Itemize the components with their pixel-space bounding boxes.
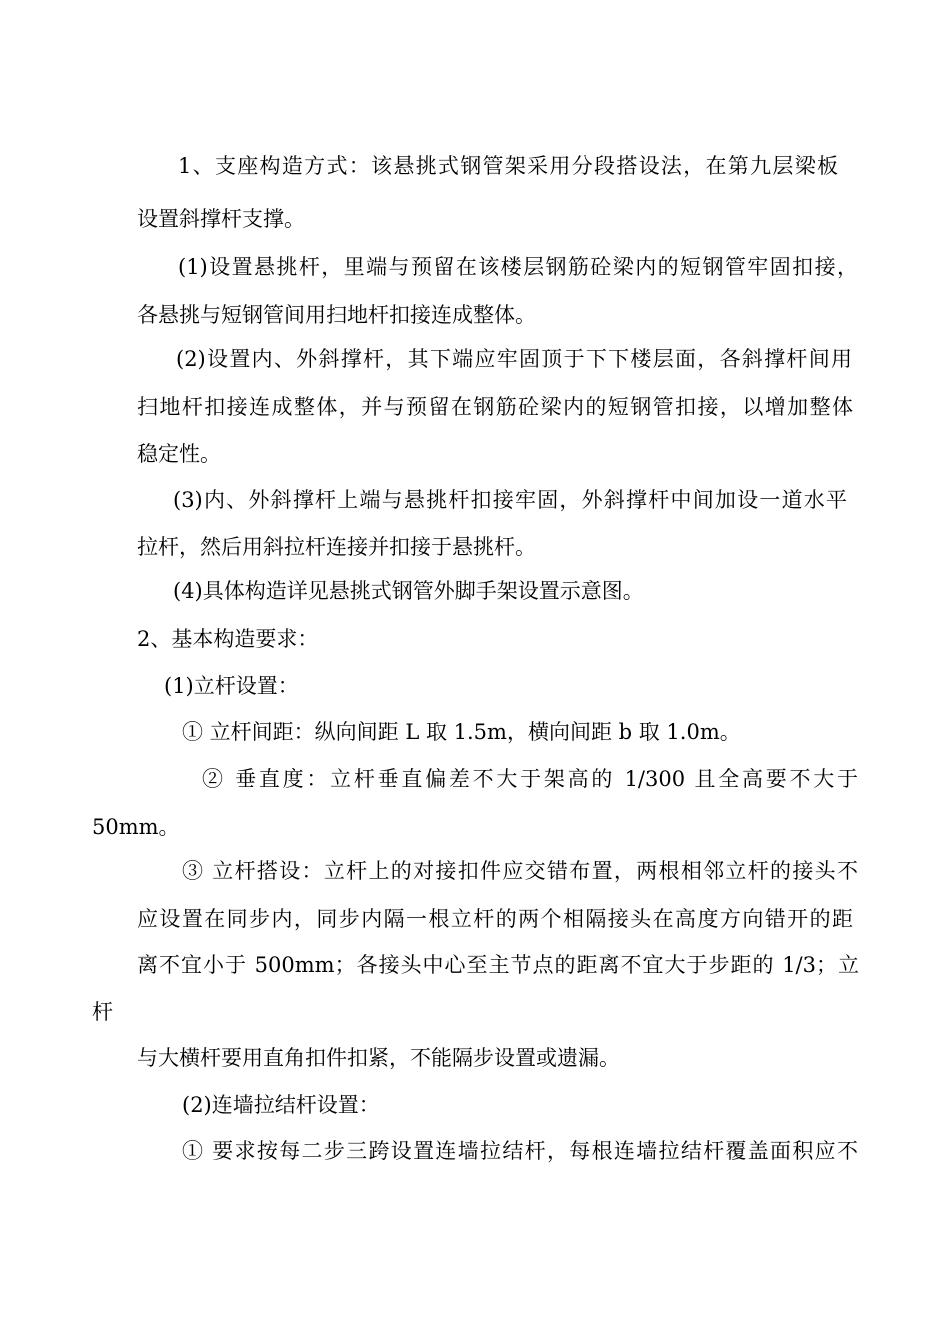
text-line: 杆: [92, 1000, 113, 1024]
text-line: (2)连墙拉结杆设置：: [182, 1093, 380, 1117]
text-line: (4)具体构造详见悬挑式钢管外脚手架设置示意图。: [173, 579, 644, 603]
text-line: ② 垂直度：立杆垂直偏差不大于架高的 1/300 且全高要不大于: [202, 767, 858, 791]
text-line: 离不宜小于 500mm；各接头中心至主节点的距离不宜大于步距的 1/3；立: [137, 953, 859, 977]
text-line: ③ 立杆搭设：立杆上的对接扣件应交错布置，两根相邻立杆的接头不: [182, 859, 858, 883]
text-line: 扫地杆扣接连成整体，并与预留在钢筋砼梁内的短钢管扣接，以增加整体: [137, 395, 853, 419]
text-line: 2、基本构造要求：: [137, 627, 319, 651]
text-line: 1、支座构造方式：该悬挑式钢管架采用分段搭设法，在第九层梁板: [178, 154, 838, 178]
text-line: 50mm。: [92, 815, 180, 839]
text-line: ① 立杆间距：纵向间距 L 取 1.5m，横向间距 b 取 1.0m。: [182, 720, 741, 744]
text-line: ① 要求按每二步三跨设置连墙拉结杆，每根连墙拉结杆覆盖面积应不: [182, 1139, 858, 1163]
text-line: 与大横杆要用直角扣件扣紧，不能隔步设置或遗漏。: [137, 1046, 620, 1070]
text-line: (2)设置内、外斜撑杆，其下端应牢固顶于下下楼层面，各斜撑杆间用: [176, 347, 852, 371]
text-line: 设置斜撑杆支撑。: [137, 207, 305, 231]
text-line: 稳定性。: [137, 442, 221, 466]
text-line: (3)内、外斜撑杆上端与悬挑杆扣接牢固，外斜撑杆中间加设一道水平: [173, 488, 847, 512]
text-line: 各悬挑与短钢管间用扫地杆扣接连成整体。: [137, 303, 536, 327]
text-line: 拉杆，然后用斜拉杆连接并扣接于悬挑杆。: [137, 535, 536, 559]
text-line: 应设置在同步内，同步内隔一根立杆的两个相隔接头在高度方向错开的距: [137, 907, 853, 931]
text-line: (1)设置悬挑杆，里端与预留在该楼层钢筋砼梁内的短钢管牢固扣接，: [178, 255, 858, 279]
text-line: (1)立杆设置：: [164, 674, 299, 698]
